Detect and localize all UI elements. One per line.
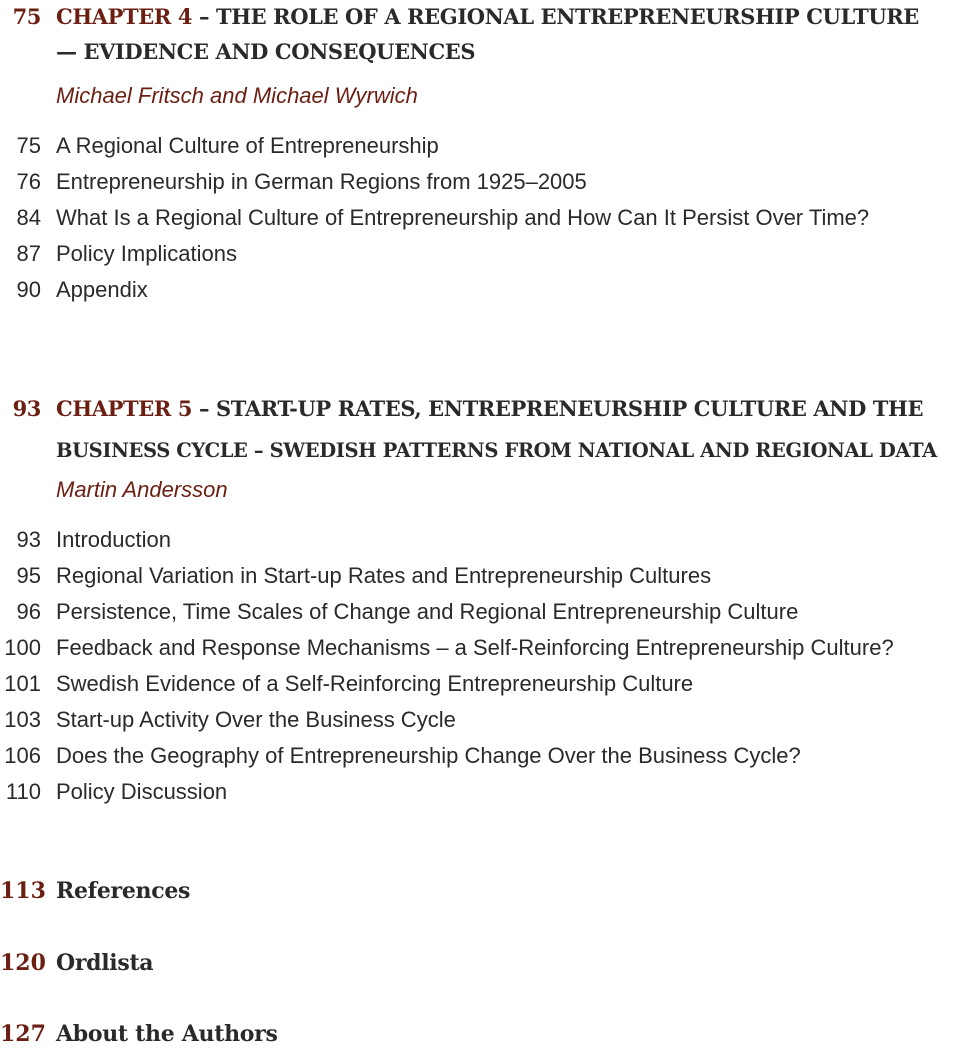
toc-entry-page: 100: [4, 635, 41, 660]
chapter-5-title: [56, 392, 923, 426]
toc-entry[interactable]: [0, 559, 960, 593]
toc-entry-title: Start-up Activity Over the Business Cycle: [56, 707, 456, 732]
toc-entry-title: What Is a Regional Culture of Entrepreneurship and How Can It Persist Over Time?: [56, 205, 870, 230]
toc-entry-page: 90: [16, 277, 41, 302]
toc-entry-title: Appendix: [56, 277, 148, 302]
toc-entry[interactable]: [0, 631, 960, 665]
toc-entry-title: Swedish Evidence of a Self-Reinforcing Entrepreneurship Culture: [56, 671, 694, 696]
chapter-4-title-line1: – THE ROLE OF A REGIONAL ENTREPRENEURSHIP CULTURE: [198, 4, 919, 29]
toc-entry-page: 96: [16, 599, 41, 624]
chapter-5-heading-cont: [0, 434, 960, 468]
toc-entry-title: Policy Discussion: [56, 779, 228, 804]
toc-entry[interactable]: [0, 129, 960, 163]
chapter-4-authors: Michael Fritsch and Michael Wyrwich: [56, 83, 418, 108]
toc-entry-title: Feedback and Response Mechanisms – a Self-Reinforcing Entrepreneurship Culture?: [56, 635, 894, 660]
chapter-5-label: CHAPTER 5: [56, 396, 193, 421]
toc-entry-page: 87: [16, 241, 41, 266]
toc-entry-title: Regional Variation in Start-up Rates and Entrepreneurship Cultures: [56, 563, 712, 588]
toc-entry-title: Introduction: [56, 527, 171, 552]
chapter-5-heading[interactable]: [0, 392, 960, 426]
toc-entry[interactable]: [0, 523, 960, 557]
backmatter-title: About the Authors: [56, 1021, 278, 1047]
toc-entry-page: 110: [5, 779, 41, 804]
chapter-4-authors-row: [0, 79, 960, 113]
chapter-4-heading[interactable]: [0, 0, 960, 34]
toc-entry[interactable]: [0, 273, 960, 307]
toc-entry-page: 76: [16, 169, 41, 194]
toc-entry-title: Policy Implications: [56, 241, 237, 266]
toc-entry-title: Persistence, Time Scales of Change and Regional Entrepreneurship Culture: [56, 599, 799, 624]
toc-entry[interactable]: [0, 739, 960, 773]
backmatter-page: 127: [0, 1021, 46, 1047]
backmatter-page: 113: [0, 878, 46, 904]
toc-entry[interactable]: [0, 237, 960, 271]
toc-entry-page: 106: [4, 743, 41, 768]
chapter-4-heading-cont: [0, 35, 960, 69]
backmatter-title: References: [56, 878, 191, 904]
backmatter-about-authors[interactable]: [0, 1017, 960, 1051]
toc-entry[interactable]: [0, 775, 960, 809]
backmatter-title: Ordlista: [56, 950, 154, 976]
chapter-5-title-line2: BUSINESS CYCLE – SWEDISH PATTERNS FROM NATIONAL AND REGIONAL DATA: [56, 439, 937, 462]
toc-entry-page: 95: [16, 563, 41, 588]
chapter-5-title-line1: – START-UP RATES, ENTREPRENEURSHIP CULTURE AND THE: [198, 396, 924, 421]
toc-entry[interactable]: [0, 595, 960, 629]
chapter-4-title-line2: — EVIDENCE AND CONSEQUENCES: [56, 39, 476, 64]
toc-entry[interactable]: [0, 667, 960, 701]
toc-entry[interactable]: [0, 703, 960, 737]
backmatter-ordlista[interactable]: [0, 946, 960, 980]
toc-entry-title: Entrepreneurship in German Regions from 1925–2005: [56, 169, 587, 194]
toc-entry-title: A Regional Culture of Entrepreneurship: [56, 133, 439, 158]
chapter-4-title: [56, 0, 919, 34]
chapter-4-label: CHAPTER 4: [56, 4, 193, 29]
toc-entry[interactable]: [0, 165, 960, 199]
backmatter-references[interactable]: [0, 874, 960, 908]
chapter-4-page: 75: [12, 4, 41, 29]
chapter-5-authors: Martin Andersson: [56, 477, 228, 502]
toc-entry-page: 103: [4, 707, 41, 732]
toc-entry-page: 84: [16, 205, 41, 230]
chapter-5-page: 93: [12, 396, 41, 421]
toc-entry[interactable]: [0, 201, 960, 235]
chapter-5-authors-row: [0, 473, 960, 507]
toc-entry-page: 101: [4, 671, 41, 696]
toc-entry-page: 93: [16, 527, 41, 552]
toc-entry-title: Does the Geography of Entrepreneurship Change Over the Business Cycle?: [56, 743, 801, 768]
toc-entry-page: 75: [16, 133, 41, 158]
backmatter-page: 120: [0, 950, 46, 976]
